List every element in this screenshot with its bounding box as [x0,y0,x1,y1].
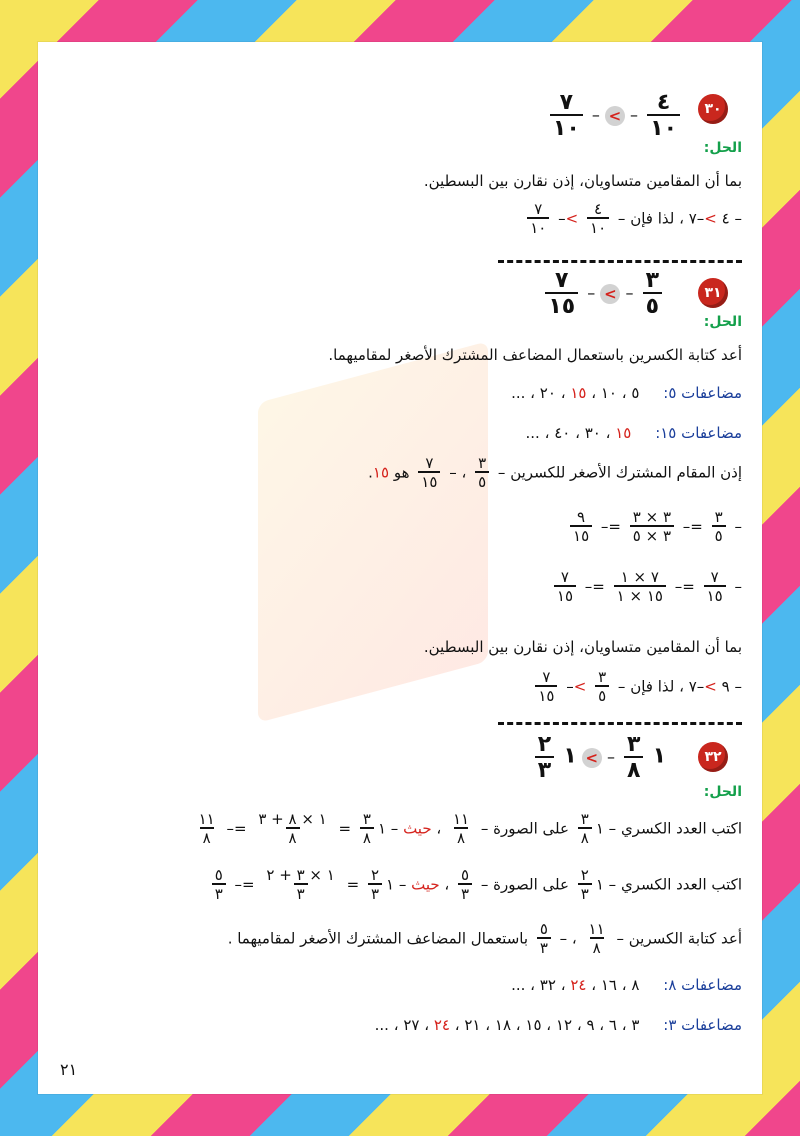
q30-problem: $\frac{٤}{١٠}$ – > – $\frac{٧}{١٠}$ [546,92,684,140]
q31-compare: > [600,284,620,304]
q32-solution-label: الحل: [703,784,742,800]
q31-text: أعد كتابة الكسرين باستعمال المضاعف المشترك الأصغر لمقاميهما. [328,346,742,364]
q32-multiples-8: مضاعفات ٨: ٨ ، ١٦ ، ٢٤ ، ٣٢ ، ... [511,976,742,994]
page-number: ٢١ [60,1060,78,1079]
q30-solution-label: الحل: [703,140,742,156]
watermark-book-logo [258,341,488,723]
q30-text: بما أن المقامين متساويان، إذن نقارن بين البسطين. [423,172,742,190]
q32-rewrite: أعد كتابة الكسرين – $\frac{١١}{٨}$ ، – $\frac{٥}{٣}$ باستعمال المضاعف المشترك الأصغر لمقاميهما . [227,920,742,957]
q31-lcm: إذن المقام المشترك الأصغر للكسرين – $\frac{٣}{٥}$ ، – $\frac{٧}{١٥}$ هو ١٥. [368,454,742,491]
q30-badge: ٣٠ [698,94,728,124]
q32-badge: ٣٢ [698,742,728,772]
q32-row-2: اكتب العدد الكسري – ١ $\frac{٢}{٣}$ على الصورة – $\frac{٥}{٣}$ ، حيث – ١ $\frac{٢}{٣}$ = $\frac{١ \times ٣ + ٢}{٣}$ =– $\frac{٥}{٣}$ [208,868,742,902]
q31-multiples-15: مضاعفات ١٥: ١٥ ، ٣٠ ، ٤٠ ، ... [525,424,742,442]
q32-header [698,742,728,772]
q31-solution-label: الحل: [703,314,742,330]
q31-equation-2: – $\frac{٧}{١٥}$ =– $\frac{٧ \times ١}{١٥ \times ١}$ =– $\frac{٧}{١٥}$ [550,570,742,604]
q32-problem: ١ $\frac{٣}{٨}$ – > ١ $\frac{٢}{٣}$ [531,734,666,782]
page [38,42,762,1094]
divider [498,722,742,725]
q31-badge: ٣١ [698,278,728,308]
q32-row-1: اكتب العدد الكسري – ١ $\frac{٣}{٨}$ على الصورة – $\frac{١١}{٨}$ ، حيث – ١ $\frac{٣}{٨}$ = $\frac{١ \times ٨ + ٣}{٨}$ =– $\frac{١١}{٨}$ [198,810,742,847]
q30-conclusion: – ٤ >–٧ ، لذا فإن – $\frac{٤}{١٠}$ >– $\frac{٧}{١٠}$ [523,202,742,236]
q31-text-2: بما أن المقامين متساويان، إذن نقارن بين البسطين. [423,638,742,656]
q31-problem: $\frac{٣}{٥}$ – > – $\frac{٧}{١٥}$ [541,270,666,318]
q32-multiples-3: مضاعفات ٣: ٣ ، ٦ ، ٩ ، ١٢ ، ١٥ ، ١٨ ، ٢١ ، ٢٤ ، ٢٧ ، ... [374,1016,742,1034]
q32-compare: > [582,748,602,768]
q31-conclusion: – ٩ >–٧ ، لذا فإن – $\frac{٣}{٥}$ >– $\frac{٧}{١٥}$ [531,670,742,704]
q31-multiples-5: مضاعفات ٥: ٥ ، ١٠ ، ١٥ ، ٢٠ ، ... [511,384,742,402]
divider [498,260,742,263]
q30-compare: > [605,106,625,126]
q31-equation-1: – $\frac{٣}{٥}$ =– $\frac{٣ \times ٣}{٣ \times ٥}$ =– $\frac{٩}{١٥}$ [566,510,742,544]
q31-header [698,278,728,308]
q30-header [698,94,728,124]
